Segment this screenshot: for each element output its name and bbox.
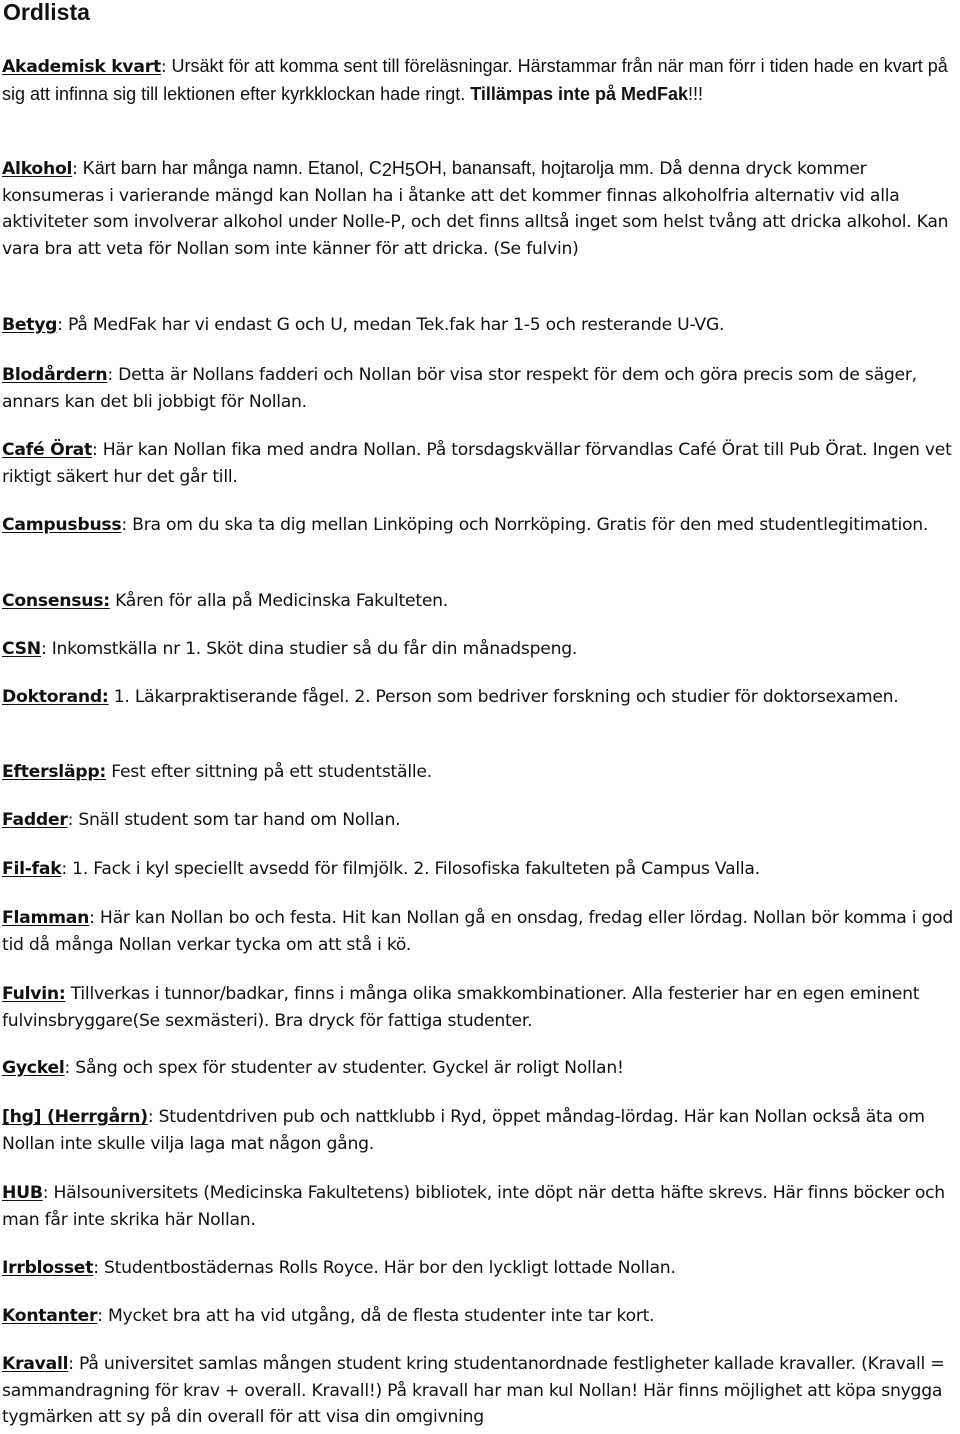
definition-text: Här kan Nollan fika med andra Nollan. På torsdagskvällar förvandlas Café Örat till Pub Örat. Ingen vet riktigt säkert hur det går till.	[2, 440, 952, 487]
glossary-entry-consensus	[2, 588, 958, 615]
glossary-term: Flamman	[2, 908, 90, 928]
term-separator: :	[107, 365, 113, 385]
definition-emphasis: Tillämpas inte på MedFak	[470, 83, 688, 104]
glossary-term: Kontanter	[2, 1306, 98, 1326]
glossary-term: Café Örat	[2, 440, 92, 460]
glossary-term: Betyg	[2, 315, 58, 335]
glossary-entry-kravall	[2, 1351, 958, 1431]
glossary-term: CSN	[2, 639, 41, 659]
glossary-entry-kontanter	[2, 1303, 958, 1330]
glossary-entry-csn	[2, 636, 958, 663]
term-separator: :	[42, 1183, 49, 1203]
glossary-term: Akademisk kvart	[2, 57, 161, 77]
glossary-term: Kravall	[2, 1354, 69, 1374]
definition-text: Mycket bra att ha vid utgång, då de flesta studenter inte tar kort.	[102, 1306, 655, 1326]
glossary-entry-betyg	[2, 312, 958, 339]
definition-text: 1. Läkarpraktiserande fågel. 2. Person som bedriver forskning och studier för doktorsexamen.	[108, 687, 899, 707]
glossary-term: Campusbuss	[2, 515, 122, 535]
glossary-entry-irrblosset	[2, 1255, 958, 1282]
term-separator: :	[160, 57, 167, 77]
glossary-entry-eftersläpp	[2, 759, 958, 786]
page-title: Ordlista	[3, 0, 90, 25]
subscript: 5	[404, 160, 415, 180]
glossary-term: Fadder	[2, 810, 68, 830]
glossary-term: Gyckel	[2, 1058, 65, 1078]
definition-text: Snäll student som tar hand om Nollan.	[73, 810, 401, 830]
definition-text: På universitet samlas mången student kring studentanordnade festligheter kallade kravaller. (Kravall = sammandragning för krav + overall. Kravall!) På kravall har man kul Nollan! Här finns möjlighet att köpa snygga tygmärken att sy på din overall för att visa din omgivning	[2, 1354, 945, 1427]
definition-text: Detta är Nollans fadderi och Nollan bör visa stor respekt för dem och göra precis som de säger, annars kan det bli jobbigt för Nollan.	[2, 365, 917, 412]
glossary-entry-akademisk-kvart	[2, 53, 958, 108]
term-separator: :	[72, 159, 78, 179]
definition-text: Fest efter sittning på ett studentställe.	[106, 762, 432, 782]
glossary-entry-fulvin	[2, 981, 958, 1034]
glossary-term: Blodårdern	[2, 365, 108, 385]
definition-text: Hälsouniversitets (Medicinska Fakultetens) bibliotek, inte döpt när detta häfte skrevs. Här finns böcker och man får inte skrika här Nollan.	[2, 1183, 945, 1230]
glossary-term: Consensus:	[2, 591, 110, 611]
glossary-entry-hub	[2, 1180, 958, 1233]
definition-text: Tillverkas i tunnor/badkar, finns i många olika smakkombinationer. Alla festerier har en egen eminent fulvinsbryggare(Se sexmästeri). Bra dryck för fattiga studenter.	[2, 984, 920, 1031]
term-separator: :	[89, 908, 95, 928]
term-separator: :	[40, 639, 47, 659]
term-separator: :	[147, 1107, 154, 1127]
glossary-entry-doktorand	[2, 684, 958, 711]
glossary-entry-gyckel	[2, 1055, 958, 1082]
definition-text: H	[391, 158, 405, 178]
term-separator: :	[67, 810, 74, 830]
term-separator: :	[64, 1058, 71, 1078]
glossary-term: Fulvin:	[2, 984, 66, 1004]
definition-text: Studentdriven pub och nattklubb i Ryd, öppet måndag-lördag. Här kan Nollan också äta om Nollan inte skulle vilja laga mat någon gång.	[2, 1107, 925, 1154]
glossary-entry-fadder	[2, 807, 958, 834]
definition-text: Kärt barn har många namn. Etanol, C	[77, 158, 382, 178]
subscript: 2	[381, 160, 392, 180]
definition-text: Studentbostädernas Rolls Royce. Här bor den lyckligt lottade Nollan.	[98, 1258, 676, 1278]
glossary-entry-herrgarn	[2, 1104, 958, 1157]
term-separator: :	[57, 315, 63, 335]
glossary-term: Irrblosset	[2, 1258, 94, 1278]
glossary-term: Eftersläpp:	[2, 762, 107, 782]
term-separator: :	[93, 1258, 99, 1278]
glossary-entry-alkohol	[2, 155, 958, 262]
definition-text: Ursäkt för att komma sent till föreläsningar. Härstammar från när man förr i tiden hade en kvart på sig att infinna sig till lektionen efter kyrkklockan hade ringt.	[2, 56, 948, 104]
glossary-entry-campusbuss	[2, 512, 958, 539]
definition-text: 1. Fack i kyl speciellt avsedd för filmjölk. 2. Filosofiska fakulteten på Campus Valla.	[66, 859, 760, 879]
glossary-term: Doktorand:	[2, 687, 109, 707]
definition-text: Här kan Nollan bo och festa. Hit kan Nollan gå en onsdag, fredag eller lördag. Nollan bör komma i god tid då många Nollan verkar tycka om att stå i kö.	[2, 908, 954, 955]
definition-text: På MedFak har vi endast G och U, medan Tek.fak har 1-5 och resterande U-VG.	[62, 315, 725, 335]
definition-text: Bra om du ska ta dig mellan Linköping och Norrköping. Gratis för den med studentlegitimation.	[126, 515, 929, 535]
glossary-entry-flamman	[2, 905, 958, 958]
definition-text: Kåren för alla på Medicinska Fakulteten.	[109, 591, 448, 611]
definition-text: Inkomstkälla nr 1. Sköt dina studier så du får din månadspeng.	[46, 639, 578, 659]
glossary-term: Fil-fak	[2, 859, 62, 879]
term-separator: :	[121, 515, 127, 535]
definition-text: Då denna dryck kommer konsumeras i varierande mängd kan Nollan ha i åtanke att det kommer finnas alkoholfria alternativ vid alla aktiviteter som involverar alkohol under Nolle-P, och det finns alltså inget som helst tvång att dricka alkohol. Kan vara bra att veta för Nollan som inte känner för att dricka. (Se fulvin)	[2, 159, 949, 259]
glossary-entry-cafe-orat	[2, 437, 958, 490]
glossary-term: Alkohol	[2, 159, 73, 179]
definition-text: OH, banansaft, hojtarolja mm.	[414, 158, 655, 178]
glossary-entry-blodardern	[2, 362, 958, 415]
glossary-term: [hg] (Herrgårn)	[2, 1107, 148, 1127]
term-separator: :	[97, 1306, 103, 1326]
definition-text: Sång och spex för studenter av studenter. Gyckel är roligt Nollan!	[70, 1058, 624, 1078]
glossary-entry-fil-fak	[2, 856, 958, 883]
glossary-term: HUB	[2, 1183, 43, 1203]
term-separator: :	[91, 440, 98, 460]
definition-tail: !!!	[687, 83, 703, 104]
term-separator: :	[61, 859, 67, 879]
term-separator: :	[68, 1354, 74, 1374]
